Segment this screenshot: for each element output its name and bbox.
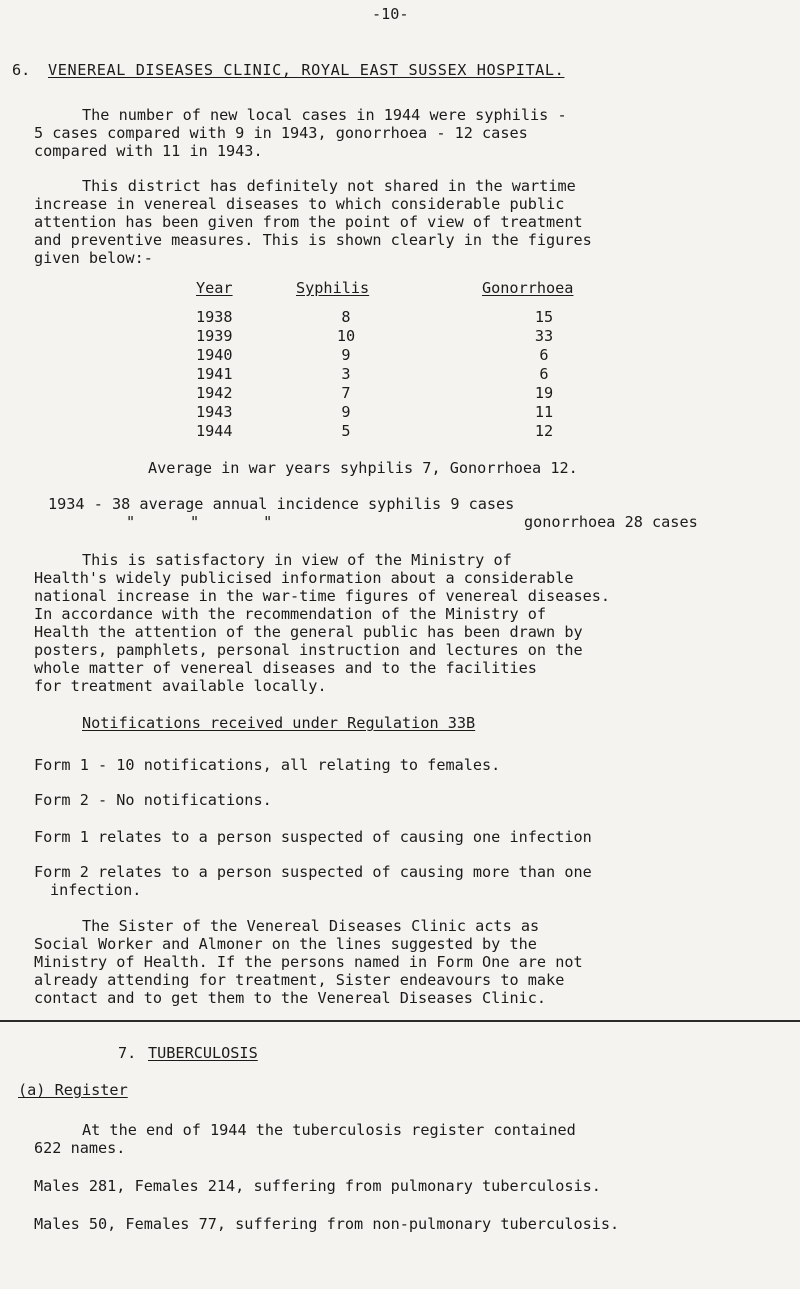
page-number: -10- (372, 5, 409, 23)
section-divider (0, 1020, 800, 1022)
table-row (0, 309, 800, 329)
cell-year: 1942 (196, 384, 233, 402)
cell-year: 1938 (196, 308, 233, 326)
cell-gonorrhoea: 19 (534, 384, 554, 402)
paragraph-line: 622 names. (34, 1139, 126, 1157)
ditto-marks: " " " (126, 513, 273, 531)
cell-year: 1939 (196, 327, 233, 345)
table-row (0, 347, 800, 367)
paragraph-line: for treatment available locally. (34, 677, 327, 695)
cell-year: 1943 (196, 403, 233, 421)
section-number: 6. (12, 61, 31, 79)
form-line: Form 1 - 10 notifications, all relating to females. (34, 756, 501, 774)
cell-gonorrhoea: 6 (539, 365, 549, 383)
paragraph-line: posters, pamphlets, personal instruction and lectures on the (34, 641, 583, 659)
table-row (0, 328, 800, 348)
paragraph-line: The Sister of the Venereal Diseases Clinic acts as (82, 917, 540, 935)
section-heading: VENEREAL DISEASES CLINIC, ROYAL EAST SUSSEX HOSPITAL. (48, 61, 565, 79)
column-header-syphilis: Syphilis (296, 279, 370, 297)
table-row (0, 404, 800, 424)
table-row (0, 423, 800, 443)
paragraph-line: and preventive measures. This is shown clearly in the figures (34, 231, 592, 249)
paragraph-line: contact and to get them to the Venereal Diseases Clinic. (34, 989, 547, 1007)
column-header-gonorrhoea: Gonorrhoea (482, 279, 574, 297)
paragraph-line: At the end of 1944 the tuberculosis register contained (82, 1121, 576, 1139)
table-header (0, 280, 800, 300)
paragraph-line: given below:- (34, 249, 153, 267)
paragraph-line: increase in venereal diseases to which considerable public (34, 195, 565, 213)
statistics-line: Males 281, Females 214, suffering from pulmonary tuberculosis. (34, 1177, 601, 1195)
paragraph-line: national increase in the war-time figures of venereal diseases. (34, 587, 611, 605)
paragraph-line: Health's widely publicised information about a considerable (34, 569, 574, 587)
paragraph-line: Social Worker and Almoner on the lines suggested by the (34, 935, 537, 953)
cell-year: 1940 (196, 346, 233, 364)
cell-gonorrhoea: 12 (534, 422, 554, 440)
form-line: Form 1 relates to a person suspected of causing one infection (34, 828, 592, 846)
cell-syphilis: 9 (341, 346, 351, 364)
paragraph-line: This is satisfactory in view of the Ministry of (82, 551, 512, 569)
form-line: Form 2 relates to a person suspected of causing more than one (34, 863, 592, 881)
paragraph-line: whole matter of venereal diseases and to the facilities (34, 659, 537, 677)
subsection-heading: (a) Register (18, 1081, 128, 1099)
cell-syphilis: 9 (341, 403, 351, 421)
cell-syphilis: 7 (341, 384, 351, 402)
cell-gonorrhoea: 15 (534, 308, 554, 326)
paragraph-line: attention has been given from the point of view of treatment (34, 213, 583, 231)
paragraph-line: already attending for treatment, Sister endeavours to make (34, 971, 565, 989)
paragraph-line: This district has definitely not shared in the wartime (82, 177, 576, 195)
paragraph-line: In accordance with the recommendation of the Ministry of (34, 605, 547, 623)
incidence-line: 1934 - 38 average annual incidence syphilis 9 cases (48, 495, 515, 513)
average-summary: Average in war years syhpilis 7, Gonorrhoea 12. (148, 459, 578, 477)
cell-gonorrhoea: 6 (539, 346, 549, 364)
form-line: infection. (50, 881, 142, 899)
cell-syphilis: 5 (341, 422, 351, 440)
cell-year: 1941 (196, 365, 233, 383)
column-header-year: Year (196, 279, 233, 297)
section-heading: TUBERCULOSIS (148, 1044, 258, 1062)
section-number: 7. (118, 1044, 137, 1062)
statistics-line: Males 50, Females 77, suffering from non-pulmonary tuberculosis. (34, 1215, 620, 1233)
cell-syphilis: 8 (341, 308, 351, 326)
table-row (0, 385, 800, 405)
paragraph-line: The number of new local cases in 1944 were syphilis - (82, 106, 567, 124)
cell-syphilis: 3 (341, 365, 351, 383)
cell-year: 1944 (196, 422, 233, 440)
paragraph-line: compared with 11 in 1943. (34, 142, 263, 160)
incidence-line: gonorrhoea 28 cases (524, 513, 698, 531)
cell-gonorrhoea: 33 (534, 327, 554, 345)
table-row (0, 366, 800, 386)
paragraph-line: Health the attention of the general public has been drawn by (34, 623, 583, 641)
form-line: Form 2 - No notifications. (34, 791, 272, 809)
cell-syphilis: 10 (336, 327, 356, 345)
notifications-heading: Notifications received under Regulation 33B (82, 714, 476, 732)
cell-gonorrhoea: 11 (534, 403, 554, 421)
paragraph-line: 5 cases compared with 9 in 1943, gonorrhoea - 12 cases (34, 124, 528, 142)
paragraph-line: Ministry of Health. If the persons named in Form One are not (34, 953, 583, 971)
